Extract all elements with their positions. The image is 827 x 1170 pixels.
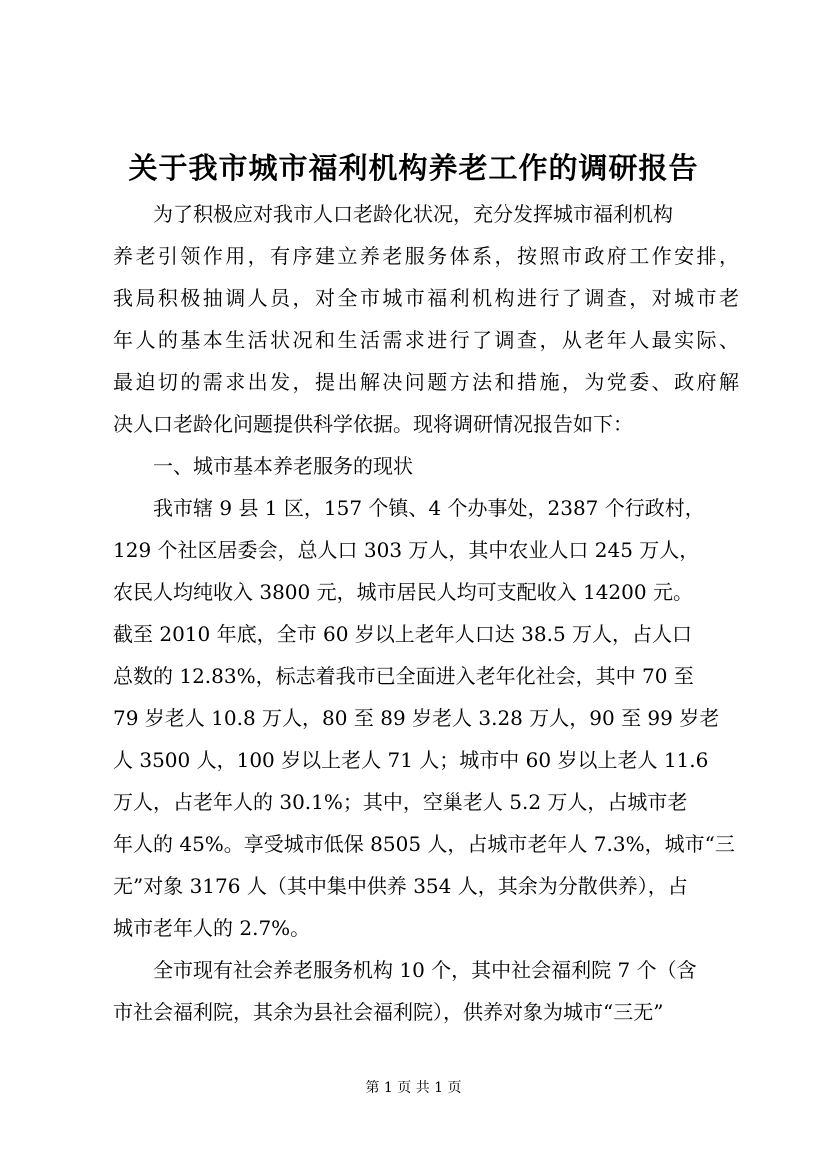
paragraph-line: 全市现有社会养老服务机构 10 个，其中社会福利院 7 个（含	[153, 958, 697, 982]
paragraph-line: 农民人均纯收入 3800 元，城市居民人均可支配收入 14200 元。	[113, 580, 693, 604]
paragraph-line: 市社会福利院，其余为县社会福利院），供养对象为城市“三无”	[113, 1000, 664, 1024]
paragraph-line: 城市老年人的 2.7%。	[113, 916, 311, 940]
paragraph-line: 人 3500 人，100 岁以上老人 71 人；城市中 60 岁以上老人 11.6	[113, 748, 709, 772]
document-title: 关于我市城市福利机构养老工作的调研报告	[128, 151, 699, 185]
paragraph-line: 为了积极应对我市人口老龄化状况，充分发挥城市福利机构	[153, 202, 673, 226]
paragraph-line: 无”对象 3176 人（其中集中供养 354 人，其余为分散供养），占	[113, 874, 688, 898]
paragraph-line: 决人口老龄化问题提供科学依据。现将调研情况报告如下：	[113, 412, 633, 436]
paragraph-line: 年人的 45%。享受城市低保 8505 人，占城市老年人 7.3%，城市“三	[113, 832, 735, 856]
paragraph-line: 年人的基本生活状况和生活需求进行了调查，从老年人最实际、	[113, 328, 739, 352]
paragraph-line: 最迫切的需求出发，提出解决问题方法和措施，为党委、政府解	[113, 370, 739, 394]
paragraph-line: 总数的 12.83%，标志着我市已全面进入老年化社会，其中 70 至	[113, 664, 694, 688]
paragraph-line: 我局积极抽调人员，对全市城市福利机构进行了调查，对城市老	[113, 286, 739, 310]
page-footer: 第 1 页 共 1 页	[365, 1080, 462, 1096]
paragraph-line: 截至 2010 年底，全市 60 岁以上老年人口达 38.5 万人，占人口	[113, 622, 693, 646]
paragraph-line: 万人，占老年人的 30.1%；其中，空巢老人 5.2 万人，占城市老	[113, 790, 688, 814]
paragraph-line: 129 个社区居委会，总人口 303 万人，其中农业人口 245 万人，	[113, 538, 700, 562]
paragraph-line: 我市辖 9 县 1 区，157 个镇、4 个办事处，2387 个行政村，	[153, 496, 705, 520]
paragraph-line: 养老引领作用，有序建立养老服务体系，按照市政府工作安排，	[113, 244, 739, 268]
paragraph-line: 79 岁老人 10.8 万人，80 至 89 岁老人 3.28 万人，90 至 99 岁老	[113, 706, 720, 730]
section-heading: 一、城市基本养老服务的现状	[153, 454, 413, 478]
